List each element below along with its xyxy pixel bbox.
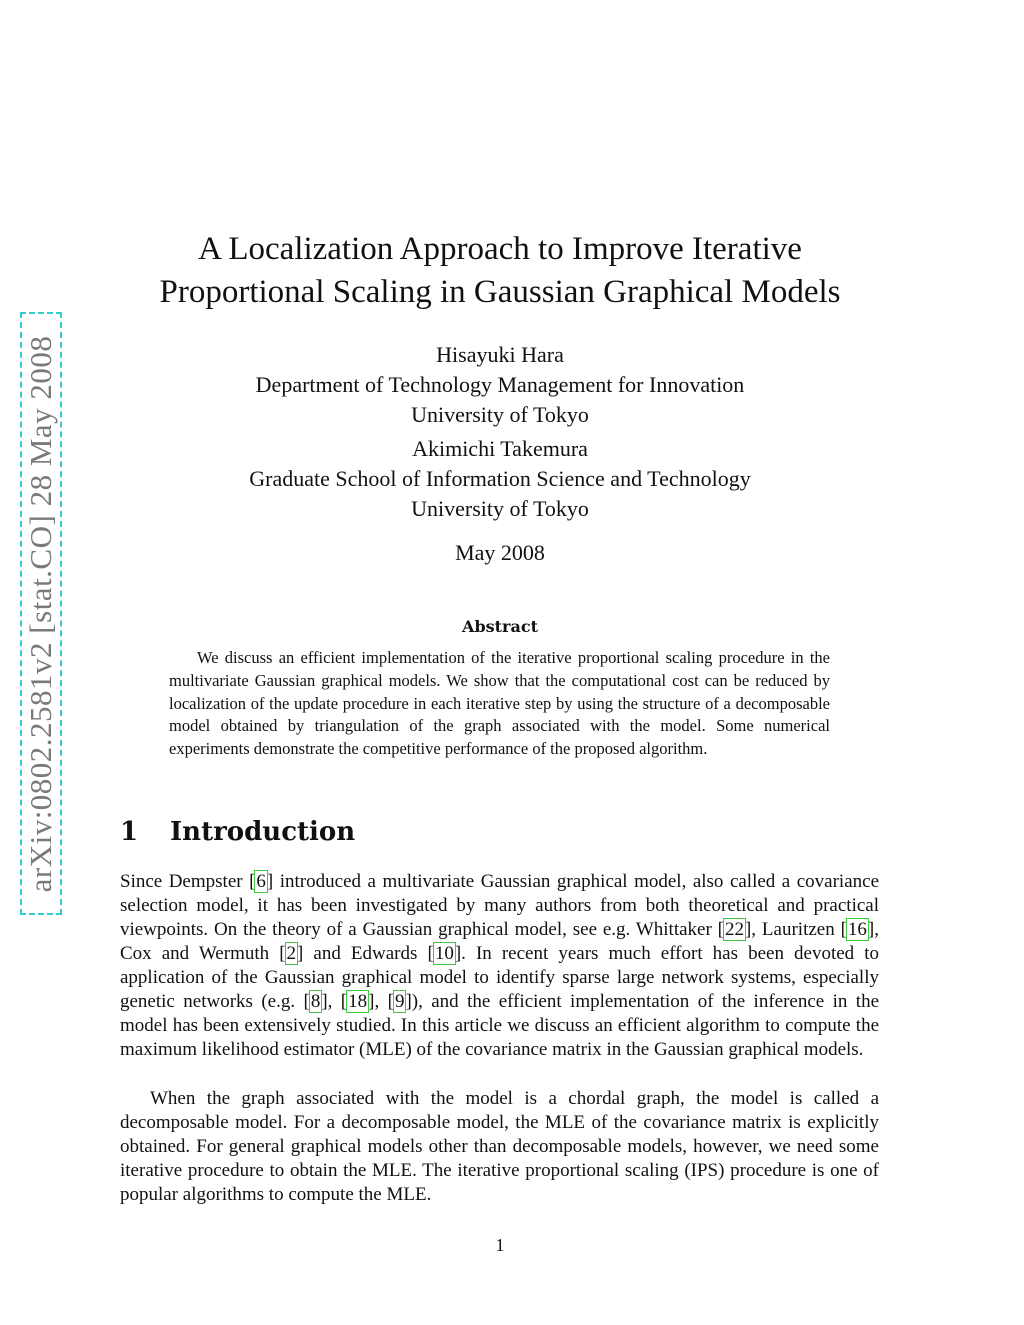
text-run: ]), and the efficient implementation of the inference in the model has been extensively studied. In this article we discuss an efficient algorithm to compute the maximum likelihood estimator (MLE) of the covariance matrix in the Gaussian graphical models.: [120, 991, 879, 1060]
author-affiliation: Graduate School of Information Science and Technology: [249, 466, 751, 491]
text-run: ] introduced a multivariate Gaussian graphical model, also called a covariance selection model, it has been investigated by many authors from both theoretical and practical viewpoints. On the theory of a Gaussian graphical model, see e.g. Whittaker [: [120, 871, 880, 940]
section-number: 1: [120, 817, 139, 847]
abstract-text: We discuss an efficient implementation of the iterative proportional scaling procedure in the multivariate Gaussian graphical models. We show that the computational cost can be reduced by localization of the update procedure in each iterative step by using the structure of a decomposable model obtained by triangulation of the graph associated with the model. Some numerical experiments demonstrate the competitive performance of the proposed algorithm.: [169, 648, 830, 759]
author-name: Akimichi Takemura: [412, 436, 588, 461]
text-run: ], Lauritzen [: [744, 919, 847, 940]
citation-link[interactable]: 16: [847, 919, 867, 940]
paper-title: [0, 228, 1000, 314]
text-run: Since Dempster [: [120, 871, 256, 892]
intro-paragraph-1: [120, 870, 879, 1062]
publication-date: May 2008: [455, 540, 545, 565]
author-affiliation: Department of Technology Management for Innovation: [255, 372, 745, 397]
abstract-heading: Abstract: [462, 617, 538, 636]
citation-link[interactable]: 2: [286, 943, 297, 964]
author-university: University of Tokyo: [411, 496, 589, 521]
author-university: University of Tokyo: [411, 402, 589, 427]
citation-link[interactable]: 22: [724, 919, 744, 940]
title-line-1: A Localization Approach to Improve Iterative: [198, 231, 802, 267]
text-run: ], [: [368, 991, 394, 1012]
text-run: ] and Edwards [: [297, 943, 434, 964]
arxiv-identifier: arXiv:0802.2581v2 [stat.CO] 28 May 2008: [23, 335, 58, 892]
page-number: 1: [495, 1235, 505, 1255]
intro-paragraph-2: When the graph associated with the model is a chordal graph, the model is called a decomposable model. For a decomposable model, the MLE of the covariance matrix is explicitly obtained. For general graphical models other than decomposable models, however, we need some iterative procedure to obtain the MLE. The iterative proportional scaling (IPS) procedure is one of popular algorithms to compute the MLE.: [120, 1088, 879, 1205]
section-heading: [120, 817, 355, 847]
citation-link[interactable]: 10: [434, 943, 454, 964]
citation-link[interactable]: 18: [348, 991, 368, 1012]
section-title: Introduction: [170, 817, 356, 847]
citation-link[interactable]: 9: [394, 991, 405, 1012]
text-run: ], [: [321, 991, 348, 1012]
text-run: ]. In recent years much effort has been devoted to application of the Gaussian graphical model to identify sparse large network systems, especially genetic networks (e.g. [: [120, 943, 879, 1012]
citation-link[interactable]: 8: [310, 991, 321, 1012]
author-block-1: [0, 340, 1000, 430]
author-name: Hisayuki Hara: [436, 342, 564, 367]
text-run: ], Cox and Wermuth [: [120, 919, 879, 964]
author-block-2: [0, 434, 1000, 524]
title-line-2: Proportional Scaling in Gaussian Graphical Models: [159, 274, 841, 310]
citation-link[interactable]: 6: [256, 871, 266, 892]
